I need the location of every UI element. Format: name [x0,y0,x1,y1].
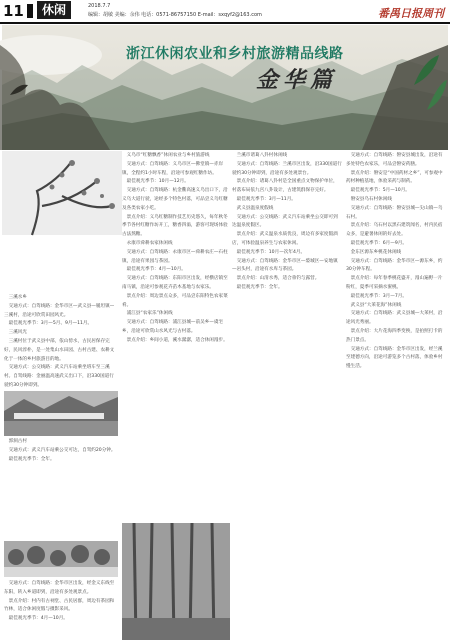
article-paragraph: 交通方式：公交线路：武义汽车站乘坐公交即可到达温泉度假区。 [232,214,338,229]
article-paragraph: 最佳观光季节：全年。 [236,284,283,290]
article-paragraph: 永康市舜耕农家休闲线 [126,240,173,246]
article-paragraph: 交通方式：自驾线路：金华市区—婺城区—安地镇—岩头村，沿途有水库与茶园。 [232,258,338,273]
article-paragraph: 交通方式：自驾线路：金华市区—源东乡，约30分钟车程。 [346,258,443,273]
article-paragraph: 金东区源东乡桃花休闲线 [350,249,402,255]
article-paragraph: 武义县“大莱花海”休闲线 [350,302,402,308]
article-paragraph: 交通方式：自驾线路：武义县城—大莱村，沿途风光秀丽。 [346,311,443,326]
article-paragraph: 交通方式：自驾线路：兰溪市区出发，沿330国道行驶约30分钟即到，沿途有多处观景台。 [232,161,342,176]
article-paragraph: 交通方式：自驾线路：浦江县城—前吴乡—虞宅乡，沿途可欣赏山水风光与古村落。 [122,320,224,334]
article-paragraph: 最佳观光季节：10月—次年4月。 [236,249,306,255]
article-paragraph: 景点介绍：诸葛八卦村是全国重点文物保护单位，村落布局依九宫八卦设计，古建筑群保存完好。 [232,179,338,194]
article-paragraph: 三溪水乡 [8,295,27,300]
photo-village-lake [4,391,118,436]
page-number: 11 [3,2,24,20]
article-paragraph: 三溪风光 [8,330,27,336]
article-paragraph: 义乌市“红糖飘香”休闲农业与乡村旅游线 [126,153,210,158]
article-paragraph: 最佳观光季节：5月—10月。 [350,188,410,194]
header-bar-icon [27,4,33,18]
article-paragraph: 景点介绍：磐安是“中国药材之乡”，可参观中药材种植基地，体验采药与制药。 [346,170,443,185]
article-paragraph: 交通方式：自驾线路：金华市区—武义县—履坦镇—三溪村，沿途可欣赏田园风光。 [4,303,115,318]
article-paragraph: 交通方式：自驾线路：磐安县城—尖山镇—乌石村。 [346,205,443,220]
article-column-1c [4,580,118,640]
chinese-painting-left [0,25,130,150]
header-date: 2018.7.7 [88,3,111,9]
article-paragraph: 最佳观光季节：10月—12月。 [126,179,189,185]
article-paragraph: 景点介绍：每年春季桃花盛开，漫山遍野一片粉红，夏季可采摘水蜜桃。 [346,276,443,290]
feature-title: 浙江休闲农业和乡村旅游精品线路 [126,46,344,62]
article-paragraph: 交通方式：自驾线路：杭金衢高速义乌出口下，沿义乌大道行驶，途经多个特色村落，可品尝义乌红糖及各类农家小吃。 [122,188,228,211]
article-paragraph: 交通方式：自驾线路：东阳市区出发，经横店镇至南马镇，沿途可参观花卉苗木基地与农家乐。 [122,276,228,290]
article-paragraph: 景点介绍：周边景点众多，可品尝东阳特色农家菜肴。 [122,293,228,308]
article-paragraph: 最佳观光季节：4月—10月。 [8,616,68,622]
article-column-3 [232,152,342,640]
article-paragraph: 最佳观光季节：3月—11月。 [236,196,296,202]
article-paragraph: 交通方式：自驾线路：永康市区—舜耕农庄—石柱镇，沿途有果园与茶园。 [122,249,228,264]
article-paragraph: 景点介绍：山清水秀，适合垂钓与露营。 [236,276,320,282]
article-paragraph: 最佳观光季节：3月—7月。 [350,293,407,299]
feature-calligraphy: 金华篇 [256,67,338,93]
article-paragraph: 最佳观光季节：3月—5月、9月—11月。 [8,321,93,327]
article-paragraph: 郭洞古村 [8,439,27,444]
section-label: 休闲 [37,1,71,19]
article-paragraph: 交通方式：自驾线路：金华市区出发，经金义东线至东阳，转入乡道即到，沿途有多处观景点。 [4,581,115,595]
photo-orchard [4,541,118,577]
article-paragraph: 景点介绍：武义温泉水质优良，周边有多家度假酒店，可体验温泉养生与农家休闲。 [232,232,338,246]
article-column-4 [346,152,446,640]
article-column-1b [4,438,118,540]
article-paragraph: 景点介绍：乡间小道，溪水潺潺，适合休闲漫步。 [126,337,228,343]
article-column-2 [122,152,230,522]
article-paragraph: 最佳观光季节：4月—10月。 [126,267,186,273]
article-paragraph: 磐安县乌石村休闲线 [350,196,392,202]
article-paragraph: 武义县温泉度假线 [236,205,274,211]
article-paragraph: 交通方式：自驾线路：义乌市区—佛堂镇—赤岸镇，全程约1小时车程，沿途可参观红糖作坊。 [122,161,224,176]
header-rule [0,22,450,24]
header-editor: 编辑：胡敏 美编：余伟 电话：0571-86757150 E-mail：sxqyf2@163.com [88,12,262,18]
article-paragraph: 交通方式：武义汽车站乘公交可达，自驾约20分钟。 [8,447,116,453]
article-paragraph: 交通方式：自驾线路：磐安县城出发，沿途有多处特色农家乐，可品尝磐安药膳。 [346,153,443,167]
article-paragraph: 景点介绍：乌石村以黑石建筑闻名，村内民宿众多，是避暑休闲的好去处。 [346,223,443,238]
article-paragraph: 最佳观光季节：全年。 [8,456,55,462]
newspaper-brand: 番禺日报周刊 [378,7,444,20]
article-paragraph: 景点介绍：村内有古祠堂、古民居群，周边有茶园和竹林，适合休闲度假与摄影采风。 [4,598,115,613]
article-paragraph: 三溪村位于武义县中部，依山傍水，古民居保存完好，民风淳朴，是一处集山水田园、古村古建、农耕文化于一体的乡村旅游目的地。 [4,338,115,362]
article-paragraph: 兰溪市诸葛八卦村休闲线 [236,153,288,158]
article-paragraph: 景点介绍：大片花海四季变换，是拍照打卡的热门景点。 [346,328,443,343]
article-paragraph: 交通方式：自驾线路：金华市区出发，经兰溪至建德方向，沿途可游览多个古村落，体验乡村慢生活。 [346,346,443,370]
article-paragraph: 景点介绍：义乌红糖制作技艺历史悠久，每年秋冬季节各村红糖作坊开工，糖香四溢，游客可现场体验古法熬糖。 [122,214,228,238]
photo-plum-tree [2,151,122,235]
article-paragraph: 交通方式：公交线路：武义汽车站乘坐班车至三溪村。自驾线路：金丽温高速武义出口下，沿330国道行驶约30分钟即到。 [4,365,114,388]
photo-bamboo-grove [122,523,230,640]
masthead [0,0,450,22]
article-paragraph: 最佳观光季节：6月—9月。 [350,240,407,246]
article-column-1a [4,294,118,389]
article-paragraph: 浦江县“农家乐”休闲线 [126,311,173,317]
